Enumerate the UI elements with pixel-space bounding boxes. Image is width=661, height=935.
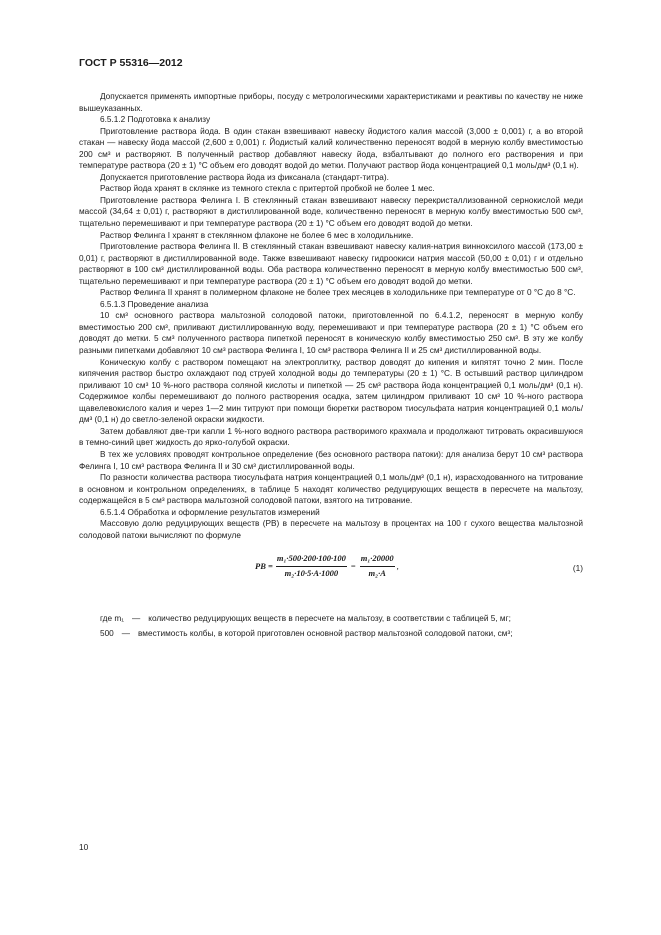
paragraph: Затем добавляют две-три капли 1 %-ного водного раствора растворимого крахмала и продолжают титровать окрасившуюся в темно-синий цвет жидкость до ярко-голубой окраски. <box>79 426 583 448</box>
page-number: 10 <box>79 843 89 852</box>
definition-text: вместимость колбы, в которой приготовлен основной раствор мальтозной солодовой патоки, см³; <box>138 628 513 638</box>
section-heading: 6.5.1.4 Обработка и оформление результатов измерений <box>100 507 320 517</box>
fraction-1-denominator: m₂·10·5·A·1000 <box>284 567 339 578</box>
paragraph: Раствор йода хранят в склянке из темного стекла с притертой пробкой не более 1 мес. <box>100 184 435 194</box>
definition-item <box>79 613 583 625</box>
document-header: ГОСТ Р 55316—2012 <box>79 57 183 69</box>
definition-dash: — <box>132 614 141 624</box>
definition-symbol: где m₁ <box>100 614 124 624</box>
paragraph: Коническую колбу с раствором помещают на электроплитку, раствор доводят до кипения и кипятят точно 2 мин. После кипячения раствор быстро охлаждают под струей холодной воды до температуры (20 ± 1) °С. В остывший раствор цилиндром приливают 10 см³ 10 %-ного раствора соляной кислоты и пипеткой — 25 см³ раствора йода концентрацией 0,1 моль/дм³ (0,1 н). Содержимое колбы перемешивают до полного растворения осадка, затем цилиндром приливают 10 см³ 10 %-ного раствора щавелевокислого калия и через 1—2 мин титруют при помощи бюретки раствором тиосульфата натрия концентрацией 0,1 моль/дм³ (0,1 н) до светло-зеленой окраски жидкости. <box>79 357 583 425</box>
paragraph: Раствор Фелинга II хранят в полимерном флаконе не более трех месяцев в холодильнике при температуре от 0 °С до 8 °С. <box>100 288 576 298</box>
paragraph: Допускается применять импортные приборы, посуду с метрологическими характеристиками и реактивы по качеству не ниже вышеуказанных. <box>79 92 583 113</box>
document-body <box>79 91 583 642</box>
paragraph: Приготовление раствора йода. В один стакан взвешивают навеску йодистого калия массой (3,000 ± 0,001) г, а во второй стакан — навеску йода массой (2,600 ± 0,001) г. Йодистый калий количественно переносят водой в мерную колбу вместимостью 200 см³ и растворяют. В полученный раствор добавляют навеску йода, взбалтывают до полного его растворения и при температуре раствора (20 ± 1) °С объем его доводят водой до метки. Получают раствор йода концентрацией 0,1 моль/дм³ (0,1 н). <box>79 126 583 171</box>
paragraph: 10 см³ основного раствора мальтозной солодовой патоки, приготовленной по 6.4.1.2, переносят в мерную колбу вместимостью 200 см³, приливают дистиллированную воду, перемешивают и при температуре раствора (20 ± 1) °С объем его доводят до метки. 5 см³ полученного раствора пипеткой переносят в коническую колбу вместимостью 250 см³. В эту же колбу разными пипетками добавляют 10 см³ раствора Фелинга I, 10 см³ раствора Фелинга II и 25 см³ дистиллированной воды. <box>79 311 583 356</box>
formula-block <box>79 547 583 591</box>
equation-number: (1) <box>572 564 583 574</box>
section-heading: 6.5.1.2 Подготовка к анализу <box>100 115 211 125</box>
paragraph: По разности количества раствора тиосульфата натрия концентрацией 0,1 моль/дм³ (0,1 н), израсходованного на титрование в основном и контрольном определениях, в таблице 5 находят количество редуцирующих веществ в пересчете на мальтозу, содержащейся в 5 см³ раствора мальтозной солодовой патоки, взятого на титрование. <box>79 473 583 506</box>
fraction-2-numerator: m₁·20000 <box>360 553 395 567</box>
formula-lhs: РВ = <box>255 560 273 571</box>
paragraph: Приготовление раствора Фелинга I. В стеклянный стакан взвешивают навеску перекристаллизованной сернокислой меди массой (34,64 ± 0,01) г, растворяют в дистиллированной воде, количественно переносят в мерную колбу вместимостью 500 см³, тщательно перемешивают и при температуре раствора (20 ± 1) °С объем его доводят водой до метки. <box>79 195 583 229</box>
paragraph: В тех же условиях проводят контрольное определение (без основного раствора патоки): для анализа берут 10 см³ раствора Фелинга I, 10 см³ раствора Фелинга II и 30 см³ дистиллированной воды. <box>79 449 583 471</box>
formula-equals: = <box>350 560 356 571</box>
paragraph: Приготовление раствора Фелинга II. В стеклянный стакан взвешивают навеску калия-натрия винноксилого массой (173,00 ± 0,01) г, растворяют в дистиллированной воде. Также взвешивают навеску гидроокиси натрия массой (50,00 ± 0,01) г и отдельно растворяют в 100 см³ дистиллированной воды. Оба раствора количественно переносят в мерную колбу вместимостью 500 см³, тщательно перемешивают и при температуре раствора (20 ± 1) °С объем его доводят водой до метки. <box>79 242 583 286</box>
formula-tail: , <box>396 560 399 571</box>
paragraph: Допускается приготовление раствора йода из фиксанала (стандарт-титра). <box>100 172 389 182</box>
formula <box>255 553 399 579</box>
definition-text: количество редуцирующих веществ в пересчете на мальтозу, в соответствии с таблицей 5, мг; <box>148 614 511 624</box>
definitions-list <box>79 613 583 639</box>
fraction-1-numerator: m₁·500·200·100·100 <box>276 553 347 567</box>
fraction-2 <box>360 553 395 579</box>
definition-dash: — <box>121 628 131 638</box>
fraction-2-denominator: m₂·A <box>368 567 386 578</box>
section-heading: 6.5.1.3 Проведение анализа <box>100 299 209 309</box>
paragraph: Массовую долю редуцирующих веществ (РВ) в пересчете на мальтозу в процентах на 100 г сухого вещества мальтозной солодовой патоки вычисляют по формуле <box>79 519 583 540</box>
fraction-1 <box>276 553 347 579</box>
definition-item <box>79 628 583 640</box>
definition-symbol: 500 <box>100 628 114 638</box>
paragraph: Раствор Фелинга I хранят в стеклянном флаконе не более 6 мес в холодильнике. <box>100 230 414 240</box>
